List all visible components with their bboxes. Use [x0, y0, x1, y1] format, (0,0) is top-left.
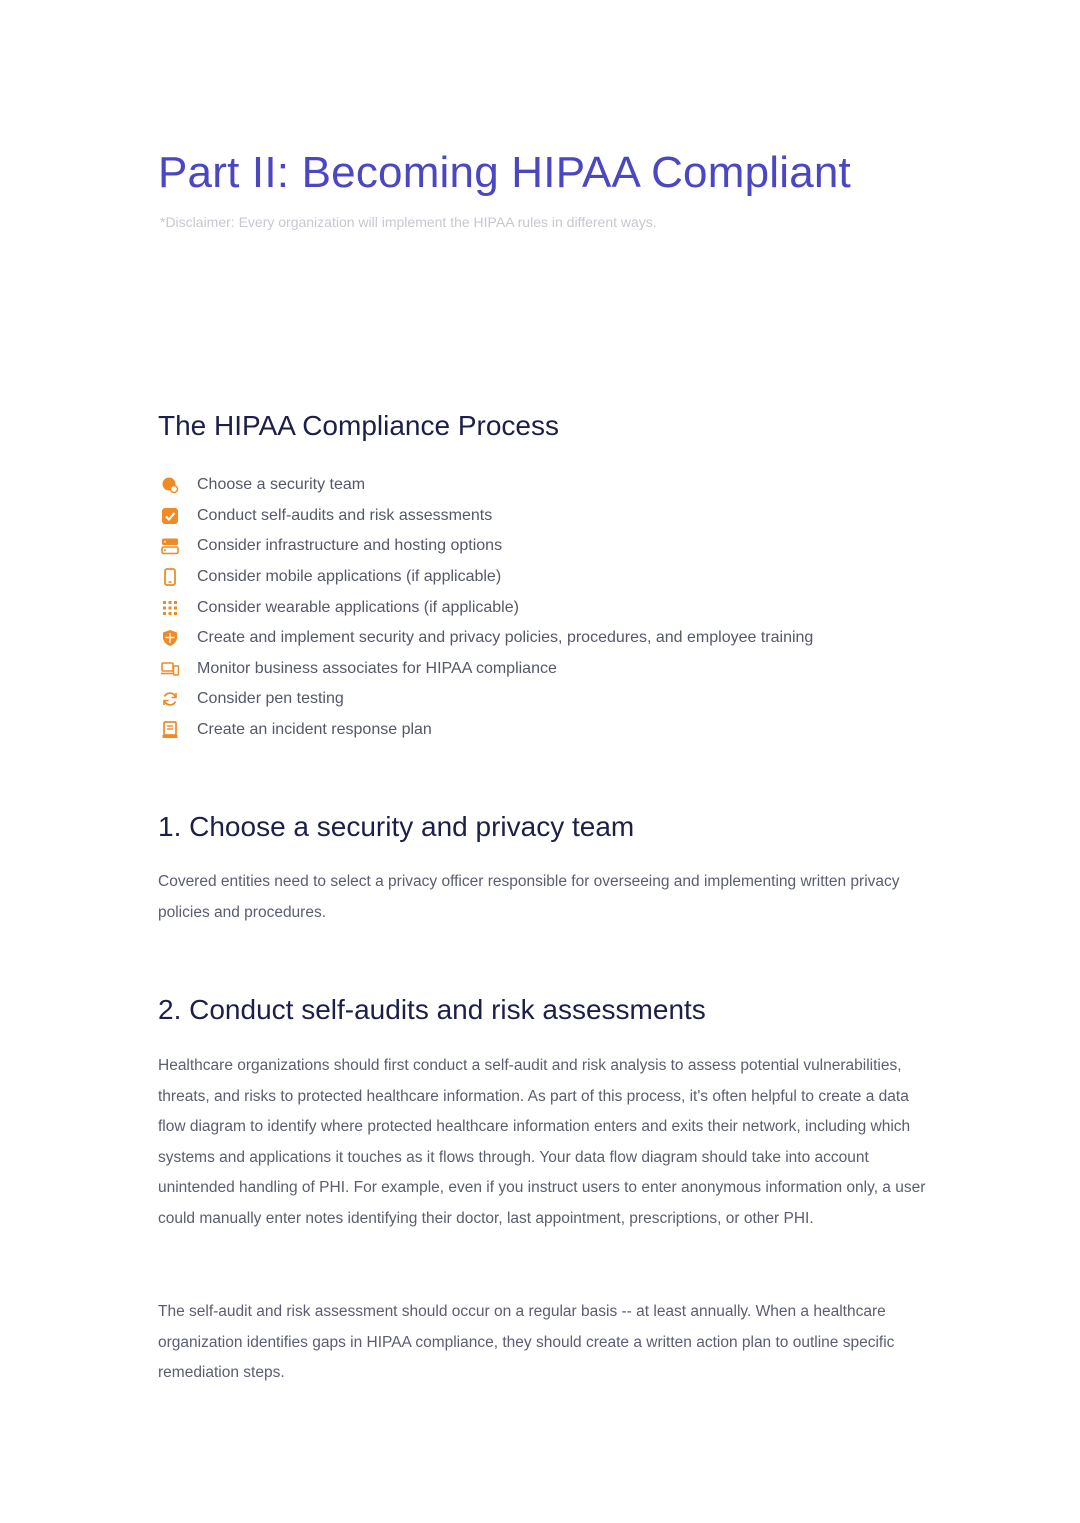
section-1-paragraph: Covered entities need to select a privacy officer responsible for overseeing and implementing written privacy policies and procedures. [158, 873, 900, 921]
section-2-heading: 2. Conduct self-audits and risk assessments [158, 994, 706, 1025]
shield-icon [160, 628, 180, 648]
list-item [160, 715, 813, 746]
grid-icon [160, 598, 180, 618]
disclaimer-text: *Disclaimer: Every organization will implement the HIPAA rules in different ways. [160, 214, 657, 230]
list-item [160, 684, 813, 715]
list-item-label: Create and implement security and privacy policies, procedures, and employee training [197, 629, 814, 647]
list-item [160, 501, 813, 532]
list-item [160, 531, 813, 562]
list-item [160, 562, 813, 593]
devices-icon [160, 659, 180, 679]
mobile-icon [160, 567, 180, 587]
section-2-paragraph-1: Healthcare organizations should first conduct a self-audit and risk analysis to assess potential vulnerabilities, threats, and risks to protected healthcare information. As part of this process, it's often helpful to create a data flow diagram to identify where protected healthcare information enters and exits their network, including which systems and applications it touches as it flows through. Your data flow diagram should take into account unintended handling of PHI. For example, even if you instruct users to enter anonymous information only, a user could manually enter notes identifying their doctor, last appointment, prescriptions, or other PHI. [158, 1057, 926, 1227]
list-item [160, 592, 813, 623]
list-item-label: Create an incident response plan [197, 721, 432, 739]
document-icon [160, 720, 180, 740]
list-item-label: Consider pen testing [197, 690, 344, 708]
list-item-label: Consider infrastructure and hosting options [197, 537, 503, 555]
section-2-paragraph-2: The self-audit and risk assessment should occur on a regular basis -- at least annually. When a healthcare organization identifies gaps in HIPAA compliance, they should create a written action plan to outline specific remediation steps. [158, 1303, 895, 1382]
refresh-icon [160, 689, 180, 709]
checkbox-icon [160, 506, 180, 526]
team-icon [160, 475, 180, 495]
page-title: Part II: Becoming HIPAA Compliant [158, 148, 851, 197]
section-1-heading: 1. Choose a security and privacy team [158, 811, 635, 842]
server-icon [160, 536, 180, 556]
list-item-label: Conduct self-audits and risk assessments [197, 506, 493, 524]
list-item-label: Consider mobile applications (if applicable) [197, 568, 502, 586]
process-checklist [160, 470, 813, 745]
list-item-label: Monitor business associates for HIPAA compliance [197, 659, 557, 677]
list-item [160, 623, 813, 654]
list-item-label: Choose a security team [197, 476, 366, 494]
list-item [160, 470, 813, 501]
process-heading: The HIPAA Compliance Process [158, 410, 559, 441]
list-item-label: Consider wearable applications (if applicable) [197, 598, 519, 616]
list-item [160, 654, 813, 685]
